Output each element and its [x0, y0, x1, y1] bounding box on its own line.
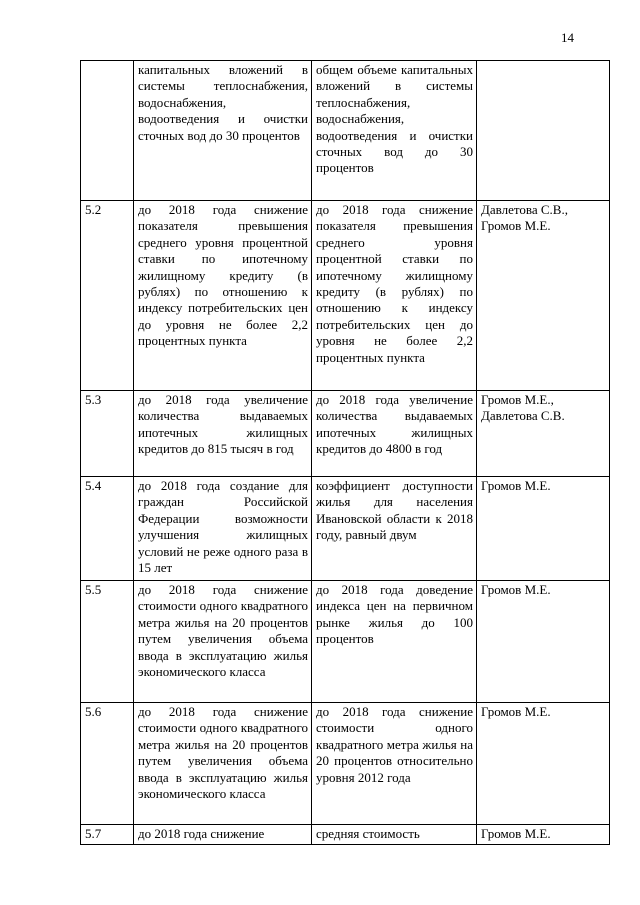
row-number-cell: 5.3 [81, 391, 134, 477]
responsible-cell: Давлетова С.В., Громов М.Е. [477, 201, 610, 391]
goal-cell: капитальных вложений в системы теплоснабжения, водоснабжения, водоотведения и очистки сточных вод до 30 процентов [134, 61, 312, 201]
indicator-cell: средняя стоимость [312, 825, 477, 845]
row-number-cell: 5.5 [81, 581, 134, 703]
indicator-cell: до 2018 года увеличение количества выдаваемых ипотечных жилищных кредитов до 4800 в год [312, 391, 477, 477]
table-row [81, 391, 610, 477]
goal-cell: до 2018 года снижение стоимости одного квадратного метра жилья на 20 процентов путем увеличения объема ввода в эксплуатацию жилья экономического класса [134, 703, 312, 825]
row-number-cell: 5.4 [81, 477, 134, 581]
responsible-cell: Громов М.Е. [477, 703, 610, 825]
responsible-cell: Громов М.Е. [477, 581, 610, 703]
responsible-cell: Громов М.Е. [477, 477, 610, 581]
table-row [81, 825, 610, 845]
indicator-cell: до 2018 года снижение показателя превышения среднего уровня процентной ставки по ипотечному жилищному кредиту (в рублях) по отношению к индексу потребительских цен до уровня не более 2,2 процентных пункта [312, 201, 477, 391]
goal-cell: до 2018 года создание для граждан Российской Федерации возможности улучшения жилищных условий не реже одного раза в 15 лет [134, 477, 312, 581]
row-number-cell: 5.7 [81, 825, 134, 845]
row-number-cell: 5.6 [81, 703, 134, 825]
table-row [81, 703, 610, 825]
indicators-table [80, 60, 610, 845]
goal-cell: до 2018 года снижение [134, 825, 312, 845]
row-number-cell: 5.2 [81, 201, 134, 391]
table-row [81, 477, 610, 581]
table-row [81, 201, 610, 391]
responsible-cell: Громов М.Е., Давлетова С.В. [477, 391, 610, 477]
indicator-cell: общем объеме капитальных вложений в системы теплоснабжения, водоснабжения, водоотведения и очистки сточных вод до 30 процентов [312, 61, 477, 201]
page-number: 14 [561, 30, 574, 45]
goal-cell: до 2018 года снижение стоимости одного квадратного метра жилья на 20 процентов путем увеличения объема ввода в эксплуатацию жилья экономического класса [134, 581, 312, 703]
row-number-cell [81, 61, 134, 201]
responsible-cell [477, 61, 610, 201]
goal-cell: до 2018 года увеличение количества выдаваемых ипотечных жилищных кредитов до 815 тысяч в год [134, 391, 312, 477]
responsible-cell: Громов М.Е. [477, 825, 610, 845]
table-row [81, 61, 610, 201]
indicator-cell: до 2018 года доведение индекса цен на первичном рынке жилья до 100 процентов [312, 581, 477, 703]
indicator-cell: коэффициент доступности жилья для населения Ивановской области к 2018 году, равный двум [312, 477, 477, 581]
table-row [81, 581, 610, 703]
indicator-cell: до 2018 года снижение стоимости одного квадратного метра жилья на 20 процентов относительно уровня 2012 года [312, 703, 477, 825]
goal-cell: до 2018 года снижение показателя превышения среднего уровня процентной ставки по ипотечному жилищному кредиту (в рублях) по отношению к индексу потребительских цен до уровня не более 2,2 процентных пункта [134, 201, 312, 391]
